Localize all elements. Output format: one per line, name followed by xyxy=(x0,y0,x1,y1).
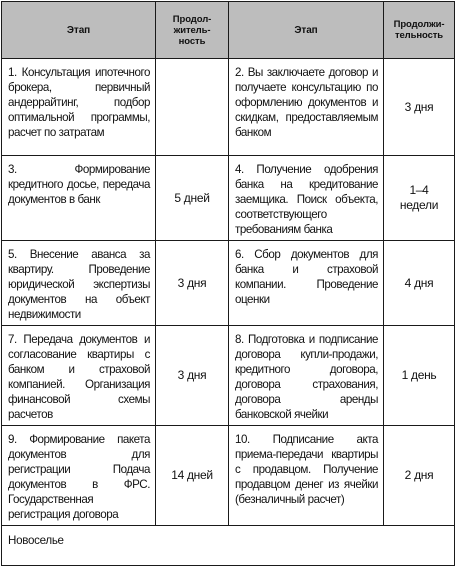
header-duration-right-line: Продолжи- xyxy=(393,19,445,30)
stage-cell: 8. Подготовка и подписание договора купли-продажи, кредитного договора, договора страхования, договора аренды банковской ячейки xyxy=(229,326,384,426)
duration-cell: 5 дней xyxy=(156,156,229,241)
header-duration-left xyxy=(156,2,229,59)
duration-line: недели xyxy=(399,198,439,212)
stage-cell: 9. Формирование пакета документов для регистрации Подача документов в ФРС. Государственная регистрация договора xyxy=(2,426,156,526)
stage-cell: 5. Внесение аванса за квартиру. Проведение юридической экспертизы документов на объект недвижимости xyxy=(2,241,156,326)
table-row xyxy=(2,326,455,426)
table-header-row xyxy=(2,2,455,59)
stage-cell: 2. Вы заключаете договор и получаете консультацию по оформлению документов и скидкам, предоставляемым банком xyxy=(229,59,384,156)
stage-cell: 1. Консультация ипотечного брокера, первичный андеррайтинг, подбор оптимальной программы, расчет по затратам xyxy=(2,59,156,156)
stage-cell: 4. Получение одобрения банка на кредитование заемщика. Поиск объекта, соответствующего требованиям банка xyxy=(229,156,384,241)
header-duration-left-line: Продол- xyxy=(172,13,212,25)
duration-cell: 3 дня xyxy=(156,326,229,426)
duration-cell xyxy=(384,156,455,241)
stage-cell: 3. Формирование кредитного досье, передача документов в банк xyxy=(2,156,156,241)
footer-cell: Новоселье xyxy=(2,526,455,566)
table-row xyxy=(2,156,455,241)
header-stage-right: Этап xyxy=(229,2,384,59)
table-footer-row xyxy=(2,526,455,566)
duration-cell: 3 дня xyxy=(156,241,229,326)
stage-cell: 6. Сбор документов для банка и страховой компании. Проведение оценки xyxy=(229,241,384,326)
header-duration-right-line: тельность xyxy=(394,30,444,41)
header-duration-left-line: житель- xyxy=(173,24,211,36)
header-duration-right xyxy=(384,2,455,59)
stage-cell: 10. Подписание акта приема-передачи квартиры с продавцом. Получение продавцом денег из ячейки (безналичный расчет) xyxy=(229,426,384,526)
table-row xyxy=(2,241,455,326)
table-row xyxy=(2,59,455,156)
duration-cell: 14 дней xyxy=(156,426,229,526)
duration-cell: 2 дня xyxy=(384,426,455,526)
duration-line: 1–4 xyxy=(409,183,429,197)
duration-cell: 1 день xyxy=(384,326,455,426)
duration-cell: 4 дня xyxy=(384,241,455,326)
duration-cell xyxy=(156,59,229,156)
stage-cell: 7. Передача документов и согласование квартиры с банком и страховой компанией. Организация финансовой схемы расчетов xyxy=(2,326,156,426)
duration-cell: 3 дня xyxy=(384,59,455,156)
header-stage-left: Этап xyxy=(2,2,156,59)
header-duration-left-line: ность xyxy=(178,35,206,47)
table-row xyxy=(2,426,455,526)
mortgage-stages-table xyxy=(1,1,455,566)
